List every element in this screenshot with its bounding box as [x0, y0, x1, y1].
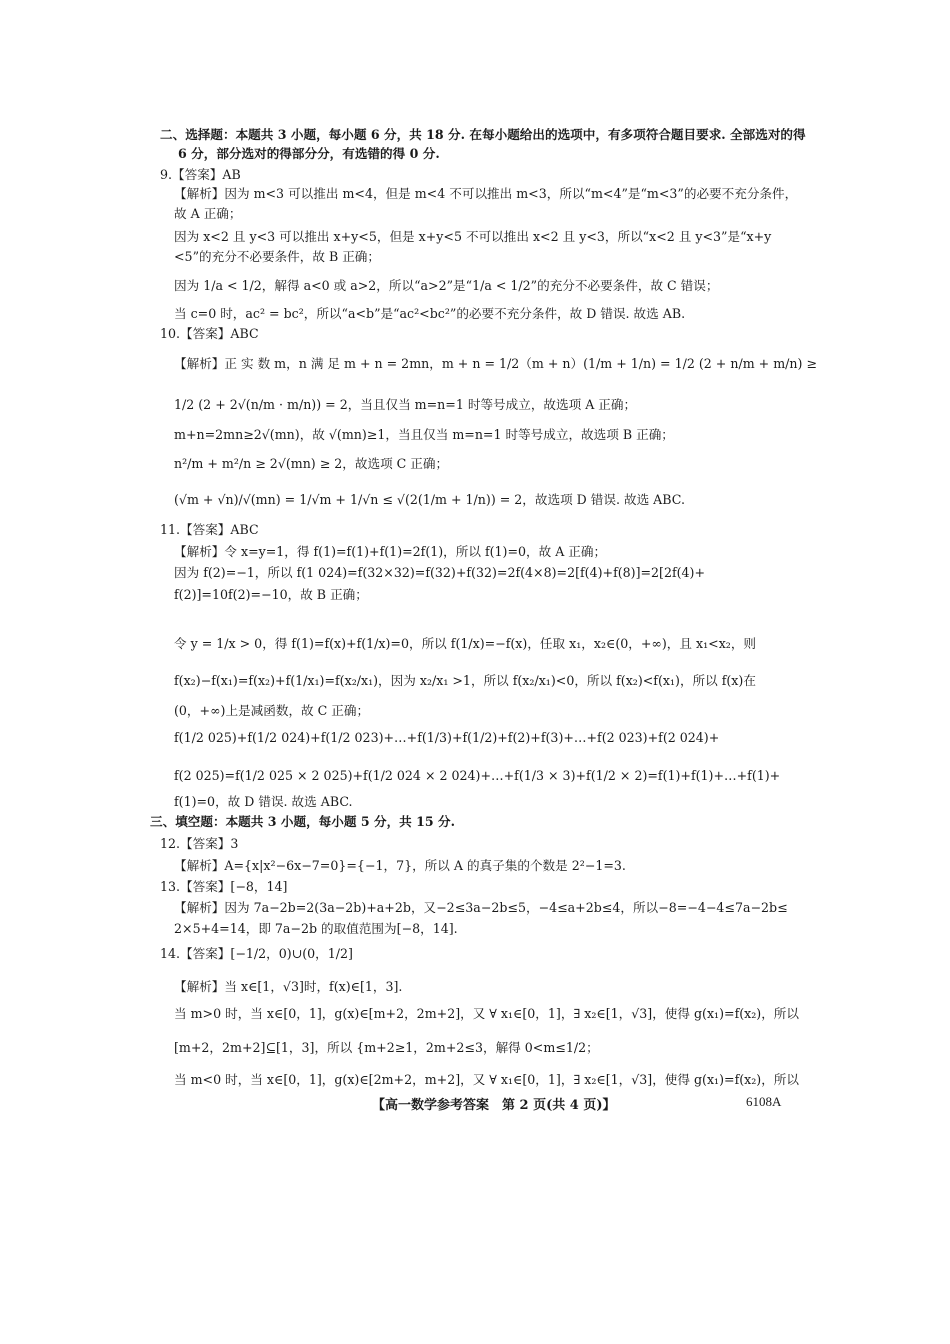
- text-line: m+n=2mn≥2√(mn)，故 √(mn)≥1，当且仅当 m=n=1 时等号成立，故选项 B 正确；: [174, 427, 674, 442]
- text-line: f(2 025)=f(1/2 025 × 2 025)+f(1/2 024 × 2 024)+…+f(1/3 × 3)+f(1/2 × 2)=f(1)+f(1)+…+f(1)+: [174, 768, 781, 783]
- text-line: f(1)=0，故 D 错误. 故选 ABC.: [174, 794, 353, 809]
- text-line: (0，+∞)上是减函数，故 C 正确；: [174, 703, 370, 718]
- text-line: 故 A 正确；: [174, 206, 242, 221]
- text-line: (√m + √n)/√(mn) = 1/√m + 1/√n ≤ √(2(1/m + 1/n)) = 2，故选项 D 错误. 故选 ABC.: [174, 492, 685, 507]
- text-line: 【解析】正 实 数 m，n 满 足 m + n = 2mn，m + n = 1/2（m + n）(1/m + 1/n) = 1/2 (2 + n/m + m/n) ≥: [174, 356, 817, 371]
- text-line: 14.【答案】[−1/2，0)∪(0，1/2]: [160, 946, 353, 961]
- text-line: 6 分，部分选对的得部分分，有选错的得 0 分.: [178, 146, 440, 161]
- text-line: 当 m<0 时，当 x∈[0，1]，g(x)∈[2m+2，m+2]，又 ∀ x₁∈[0，1]，∃ x₂∈[1，√3]，使得 g(x₁)=f(x₂)，所以: [174, 1072, 799, 1087]
- text-line: 2×5+4=14，即 7a−2b 的取值范围为[−8，14].: [174, 921, 458, 936]
- page-footer-code: 6108A: [746, 1094, 782, 1109]
- text-line: f(1/2 025)+f(1/2 024)+f(1/2 023)+…+f(1/3)+f(1/2)+f(2)+f(3)+…+f(2 023)+f(2 024)+: [174, 730, 720, 745]
- text-line: 9.【答案】AB: [160, 167, 241, 182]
- page-footer-title: 【高一数学参考答案 第 2 页(共 4 页)】: [372, 1098, 616, 1113]
- text-line: 13.【答案】[−8，14]: [160, 879, 288, 894]
- text-line: 【解析】当 x∈[1，√3]时，f(x)∈[1，3].: [174, 979, 403, 994]
- text-line: 1/2 (2 + 2√(n/m · m/n)) = 2，当且仅当 m=n=1 时等号成立，故选项 A 正确；: [174, 397, 637, 412]
- text-line: 二、选择题：本题共 3 小题，每小题 6 分，共 18 分. 在每小题给出的选项中，有多项符合题目要求. 全部选对的得: [160, 127, 806, 142]
- text-line: 因为 1/a < 1/2，解得 a<0 或 a>2，所以“a>2”是“1/a < 1/2”的充分不必要条件，故 C 错误；: [174, 278, 719, 293]
- text-line: 12.【答案】3: [160, 836, 239, 851]
- text-line: 【解析】令 x=y=1，得 f(1)=f(1)+f(1)=2f(1)，所以 f(1)=0，故 A 正确；: [174, 544, 607, 559]
- text-line: f(2)]=10f(2)=−10，故 B 正确；: [174, 587, 368, 602]
- text-line: 【解析】A={x|x²−6x−7=0}={−1，7}，所以 A 的真子集的个数是 2²−1=3.: [174, 858, 626, 873]
- text-line: 【解析】因为 7a−2b=2(3a−2b)+a+2b，又−2≤3a−2b≤5，−4≤a+2b≤4，所以−8=−4−4≤7a−2b≤: [174, 900, 788, 915]
- text-line: [m+2，2m+2]⊆[1，3]，所以 {m+2≥1，2m+2≤3，解得 0<m≤1/2；: [174, 1040, 599, 1055]
- text-line: 【解析】因为 m<3 可以推出 m<4，但是 m<4 不可以推出 m<3，所以“m<4”是“m<3”的必要不充分条件，: [174, 186, 798, 201]
- text-line: 10.【答案】ABC: [160, 326, 259, 341]
- text-line: f(x₂)−f(x₁)=f(x₂)+f(1/x₁)=f(x₂/x₁)，因为 x₂/x₁ >1，所以 f(x₂/x₁)<0，所以 f(x₂)<f(x₁)，所以 f(x)在: [174, 673, 756, 688]
- text-line: 11.【答案】ABC: [160, 522, 259, 537]
- text-line: 因为 f(2)=−1，所以 f(1 024)=f(32×32)=f(32)+f(32)=2f(4×8)=2[f(4)+f(8)]=2[2f(4)+: [174, 565, 706, 580]
- text-line: 三、填空题：本题共 3 小题，每小题 5 分，共 15 分.: [150, 814, 456, 829]
- text-line: 令 y = 1/x > 0，得 f(1)=f(x)+f(1/x)=0，所以 f(1/x)=−f(x)，任取 x₁，x₂∈(0，+∞)，且 x₁<x₂，则: [174, 636, 757, 651]
- text-line: 当 m>0 时，当 x∈[0，1]，g(x)∈[m+2，2m+2]，又 ∀ x₁∈[0，1]，∃ x₂∈[1，√3]，使得 g(x₁)=f(x₂)，所以: [174, 1006, 799, 1021]
- text-line: 当 c=0 时，ac² = bc²，所以“a<b”是“ac²<bc²”的必要不充分条件，故 D 错误. 故选 AB.: [174, 306, 686, 321]
- text-line: 因为 x<2 且 y<3 可以推出 x+y<5，但是 x+y<5 不可以推出 x<2 且 y<3，所以“x<2 且 y<3”是“x+y: [174, 229, 772, 244]
- text-line: n²/m + m²/n ≥ 2√(mn) ≥ 2，故选项 C 正确；: [174, 456, 449, 471]
- text-line: <5”的充分不必要条件，故 B 正确；: [174, 249, 380, 264]
